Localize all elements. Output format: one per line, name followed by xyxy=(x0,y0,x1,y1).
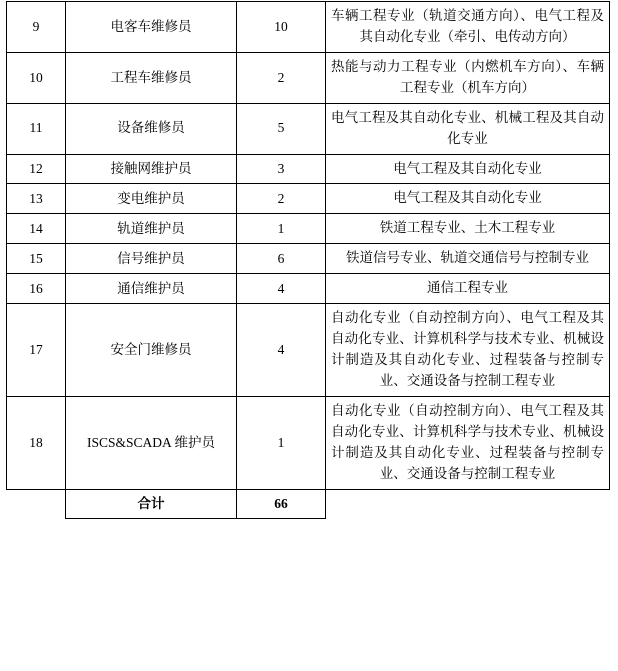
major-requirement xyxy=(326,184,610,214)
table-row xyxy=(7,274,610,304)
major-requirement xyxy=(326,304,610,397)
row-number: 9 xyxy=(7,2,66,53)
total-major xyxy=(326,489,610,518)
table-row xyxy=(7,2,610,53)
position-count: 4 xyxy=(237,304,326,397)
major-requirement-text: 电气工程及其自动化专业 xyxy=(393,190,542,206)
major-requirement xyxy=(326,2,610,53)
position-count: 1 xyxy=(237,396,326,489)
table-row xyxy=(7,396,610,489)
position-count: 5 xyxy=(237,103,326,154)
major-requirement xyxy=(326,154,610,184)
total-count: 66 xyxy=(237,489,326,518)
major-requirement xyxy=(326,103,610,154)
position-count: 1 xyxy=(237,214,326,244)
position-count: 2 xyxy=(237,52,326,103)
table-row xyxy=(7,52,610,103)
row-number: 10 xyxy=(7,52,66,103)
table-row xyxy=(7,304,610,397)
major-requirement-text: 通信工程专业 xyxy=(427,280,508,296)
position-count: 10 xyxy=(237,2,326,53)
major-requirement-text: 自动化专业（自动控制方向）、电气工程及其自动化专业、计算机科学与技术专业、机械设计制造及其自动化专业、过程装备与控制专业、交通设备与控制工程专业 xyxy=(331,402,604,481)
row-number: 14 xyxy=(7,214,66,244)
position-name: 轨道维护员 xyxy=(66,214,237,244)
recruitment-position-table xyxy=(6,1,610,519)
major-requirement-text: 铁道信号专业、轨道交通信号与控制专业 xyxy=(346,250,589,266)
position-name: 安全门维修员 xyxy=(66,304,237,397)
position-name: 信号维护员 xyxy=(66,244,237,274)
position-name: 通信维护员 xyxy=(66,274,237,304)
position-count: 3 xyxy=(237,154,326,184)
major-requirement-text: 电气工程及其自动化专业、机械工程及其自动化专业 xyxy=(331,109,604,146)
major-requirement xyxy=(326,214,610,244)
position-name: 工程车维修员 xyxy=(66,52,237,103)
major-requirement-text: 电气工程及其自动化专业 xyxy=(393,160,542,176)
position-name: 接触网维护员 xyxy=(66,154,237,184)
row-number: 12 xyxy=(7,154,66,184)
major-requirement xyxy=(326,274,610,304)
row-number: 15 xyxy=(7,244,66,274)
table-row xyxy=(7,103,610,154)
table-row xyxy=(7,154,610,184)
position-name: 变电维护员 xyxy=(66,184,237,214)
row-number: 18 xyxy=(7,396,66,489)
table-row xyxy=(7,214,610,244)
table-row xyxy=(7,244,610,274)
major-requirement xyxy=(326,52,610,103)
major-requirement xyxy=(326,396,610,489)
table-row xyxy=(7,184,610,214)
position-count: 4 xyxy=(237,274,326,304)
position-count: 6 xyxy=(237,244,326,274)
major-requirement-text: 自动化专业（自动控制方向）、电气工程及其自动化专业、计算机科学与技术专业、机械设计制造及其自动化专业、过程装备与控制专业、交通设备与控制工程专业 xyxy=(331,310,604,388)
position-name: ISCS&SCADA 维护员 xyxy=(66,396,237,489)
row-number: 11 xyxy=(7,103,66,154)
major-requirement-text: 热能与动力工程专业（内燃机车方向）、车辆工程专业（机车方向） xyxy=(331,58,604,95)
total-spacer xyxy=(7,489,66,518)
table-body xyxy=(7,2,610,519)
major-requirement-text: 车辆工程专业（轨道交通方向）、电气工程及其自动化专业（牵引、电传动方向） xyxy=(331,8,604,44)
major-requirement-text: 铁道工程专业、土木工程专业 xyxy=(379,220,556,236)
row-number: 13 xyxy=(7,184,66,214)
row-number: 16 xyxy=(7,274,66,304)
position-name: 电客车维修员 xyxy=(66,2,237,53)
position-count: 2 xyxy=(237,184,326,214)
total-label: 合计 xyxy=(66,489,237,518)
major-requirement xyxy=(326,244,610,274)
position-name: 设备维修员 xyxy=(66,103,237,154)
row-number: 17 xyxy=(7,304,66,397)
total-row xyxy=(7,489,610,518)
